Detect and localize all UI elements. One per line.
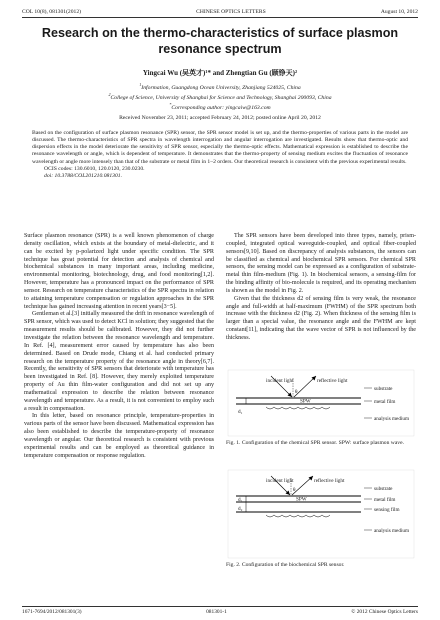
page-number: 081301-1: [206, 609, 227, 615]
abstract-text: Based on the configuration of surface plasmon resonance (SPR) sensor, the SPR sensor model is set up, and the thermo-properties of various parts in the model are discussed. The thermo-characteristics of SPR spectra in wavelength interrogation and angular interrogation are investigated. Results show that thermo-optic and dispersion effects in the model deteriorate the sensitivity of SPR sensor, especially the thermo-optic effects. Mathematical expression is established to describe the resonance wavelength or angle, which is dependent of temperature. It demonstrates that the thermo-property of sensing medium excites the fluctuation of resonance wavelength or angle more intensely than that of the substrate or metal film in 1–2 orders. Our theoretical research is consistent with the previous experimental results.: [32, 130, 408, 165]
title-line-2: resonance spectrum: [158, 41, 282, 56]
affiliation-2: $^2$College of Science, University of Shanghai for Science and Technology, Shanghai 200093, China: [108, 92, 332, 101]
metal-film-label: metal film: [374, 399, 396, 405]
metal-film-label: metal film: [374, 497, 396, 503]
incident-light-label: incident light: [266, 378, 294, 384]
affiliation-1: $^1$Information, Guangdong Ocean University, Zhanjiang 524025, China: [139, 82, 301, 91]
figure-1-caption: Fig. 1. Configuration of the chemical SPR sensor. SPW: surface plasmon wave.: [226, 440, 404, 446]
analysis-medium-label: analysis medium: [374, 416, 410, 422]
angle-label: θ: [295, 389, 298, 395]
paragraph: Surface plasmon resonance (SPR) is a well known phenomenon of charge density oscillation, which exists at the boundary of metal-dielectric, and it can be excited by p-polarized light under specific condition. The SPR technique has great potential for detection and analysis of chemical and biochemical substances in many important areas, including medicine, environmental monitoring, biotechnology, drug, and food monitoring[1,2]. However, temperature has a pronounced impact on the performance of SPR sensor. Research on temperature characteristics of the SPR spectra in relation to attaining temperature compensation or regulation approaches in the SPR technique has gained increasing attention in recent years[3−5].: [24, 233, 214, 310]
paragraph: The SPR sensors have been developed into three types, namely, prism-coupled, integrated optical waveguide-coupled, and optical fiber-coupled sensors[9,10]. Based on discrepancy of analysis substances, the sensors can be classified as chemical and biochemical SPR sensors. For chemical SPR sensors, the sensing model can be expressed as a configuration of substrate-metal thin film-medium (Fig. 1). In biochemical sensors, a sensing-film for the binding affinity of bio-molecule is required, and its operating mechanism is shown as the model in Fig. 2.: [226, 233, 416, 294]
paragraph: Gentleman et al.[3] initially measured the drift in resonance wavelength of SPR sensor, which was used to detect KCl in solution; they suggested that the measurement results should be calibrated. However, they did not further investigate the relation between the resonance wavelength and temperature. In Ref. [4], measurement error caused by temperature has also been determined. Based on Drude mode, Chiang et al. had conducted primary research on the temperature property of the resonance angle in theory[6,7]. Recently, the sensitivity of SPR sensors that deteriorate with temperature has been investigated in Ref. [8]. However, they merely exploited temperature property of Au thin film-water configuration and did not set up any mathematical expression to describe the relation between resonance wavelength and temperature. As a result, it is not convenient to employ such a result in compensation.: [24, 311, 214, 412]
incident-light-label: incident light: [266, 478, 294, 484]
thickness-2-label: d₂: [238, 506, 243, 512]
spw-label: SPW: [300, 398, 311, 405]
figure-2-caption: Fig. 2. Configuration of the biochemical SPR sensor.: [226, 562, 345, 568]
title-line-1: Research on the thermo-characteristics of surface plasmon: [41, 26, 399, 40]
angle-label: θ: [293, 487, 296, 493]
left-column: [24, 233, 214, 460]
doi-link[interactable]: doi: 10.3788/COL201210.081301.: [44, 172, 123, 179]
right-column: [226, 233, 416, 343]
reflective-light-label: reflective light: [317, 378, 348, 384]
sensing-film-label: sensing film: [374, 507, 400, 513]
corresponding-author: *Corresponding author: yingcaiw@163.com: [169, 102, 271, 111]
abstract: [32, 130, 408, 180]
thickness-label: d₁: [238, 409, 243, 415]
figure-1: [226, 368, 416, 447]
paper-title: [30, 26, 410, 57]
ocis-codes: OCIS codes: 130.6010, 120.0120, 230.0230.: [44, 165, 145, 172]
received-dates: Received November 23, 2011; accepted February 24, 2012; posted online April 20, 2012: [119, 115, 321, 121]
substrate-label: substrate: [374, 486, 393, 492]
thickness-1-label: d₁: [238, 497, 243, 503]
reflective-light-label: reflective light: [314, 478, 345, 484]
journal-citation: COL 10(8), 081301(2012): [22, 9, 81, 15]
figure-2: [226, 468, 416, 569]
figure-1-diagram: [226, 368, 416, 438]
figure-2-diagram: [226, 468, 416, 560]
copyright: © 2012 Chinese Optics Letters: [351, 609, 418, 615]
footer-rule: [22, 606, 418, 607]
running-header: [22, 5, 418, 15]
paragraph: In this letter, based on resonance principle, temperature-properties in various parts of the sensor have been discussed. Mathematical expression has also been established to describe the temperature-property of resonance wavelength or angular. Our theoretical research is consistent with previous experimental results and can be employed as theoretical guidance in temperature compensation or response regulation.: [24, 413, 214, 459]
page-footer: [22, 609, 418, 615]
analysis-medium-label: analysis medium: [374, 528, 410, 534]
issue-date: August 10, 2012: [380, 9, 418, 15]
header-rule: [22, 17, 418, 18]
paragraph: Given that the thickness d2 of sensing film is very weak, the resonance angle and full-width at half-maximum (FWHM) of the SPR spectrum both increase with the thickness d2 (Fig. 2). When thickness of the sensing film is larger than a special value, the resonance angle and the FWHM are kept constant[11], indicating that the wave vector of SPR is not influenced by the thickness.: [226, 295, 416, 341]
journal-name: CHINESE OPTICS LETTERS: [196, 9, 266, 15]
substrate-label: substrate: [374, 386, 393, 392]
spw-label: SPW: [296, 496, 307, 503]
author-list: Yingcai Wu (吴英才)¹* and Zhengtian Gu (顾铮天)²: [142, 69, 298, 77]
issn-code: 1671-7694/2012/081301(3): [22, 609, 82, 615]
